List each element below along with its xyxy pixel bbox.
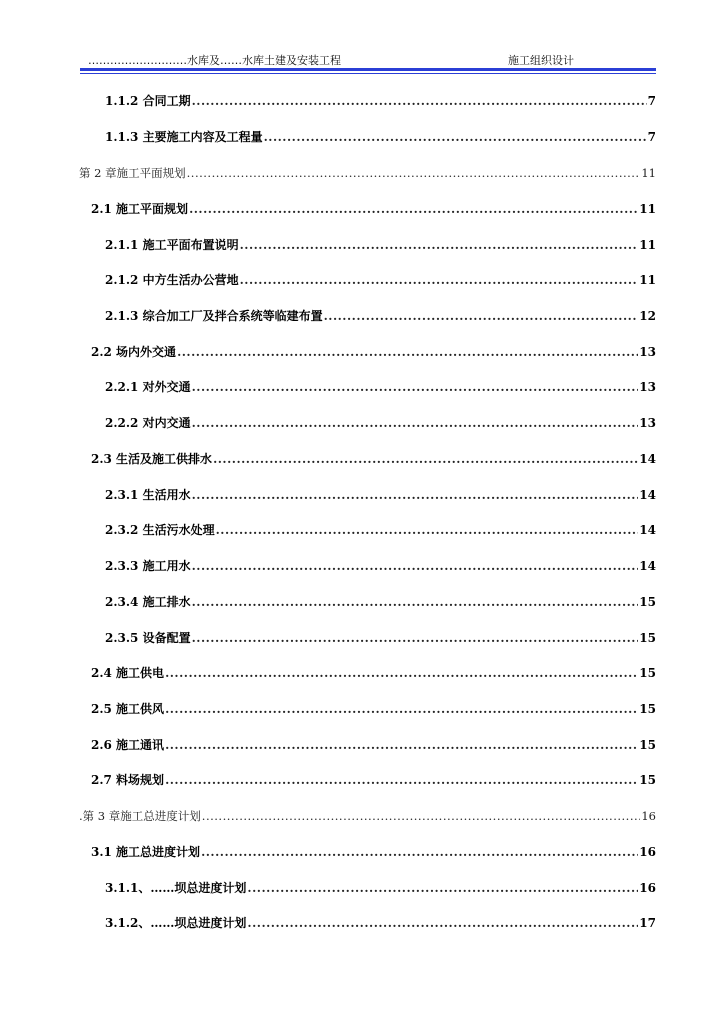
toc-entry-title: 2.1 施工平面规划 bbox=[91, 202, 189, 216]
toc-entry[interactable] bbox=[105, 557, 656, 575]
toc-entry[interactable] bbox=[105, 128, 656, 146]
toc-entry-title: 2.3.5 设备配置 bbox=[105, 631, 191, 645]
toc-entry-page-number: 15 bbox=[639, 666, 656, 680]
toc-entry-page-number: 11 bbox=[639, 273, 656, 287]
toc-entry-title: 2.1.2 中方生活办公营地 bbox=[105, 273, 239, 287]
toc-entry[interactable] bbox=[91, 200, 656, 218]
toc-entry-page-number: 13 bbox=[639, 345, 656, 359]
toc-entry-page-number: 11 bbox=[639, 238, 656, 252]
toc-entry-page-number: 7 bbox=[647, 94, 656, 108]
toc-entry-title: 2.4 施工供电 bbox=[91, 666, 165, 680]
toc-entry-title: 2.3.3 施工用水 bbox=[105, 559, 191, 573]
toc-dot-leader bbox=[240, 236, 639, 254]
toc-dot-leader bbox=[240, 271, 639, 289]
toc-entry-page-number: 13 bbox=[639, 416, 656, 430]
header-document-title: 施工组织设计 bbox=[508, 54, 574, 67]
toc-entry-title: 2.3 生活及施工供排水 bbox=[91, 452, 213, 466]
toc-entry[interactable] bbox=[91, 843, 656, 861]
toc-entry-page-number: 15 bbox=[639, 738, 656, 752]
toc-entry-title: 1.1.2 合同工期 bbox=[105, 94, 191, 108]
toc-entry[interactable] bbox=[105, 879, 656, 897]
toc-entry-title: 2.7 料场规划 bbox=[91, 773, 165, 787]
toc-entry[interactable] bbox=[79, 807, 656, 825]
toc-entry[interactable] bbox=[91, 736, 656, 754]
toc-entry[interactable] bbox=[105, 378, 656, 396]
toc-dot-leader bbox=[165, 771, 638, 789]
toc-entry[interactable] bbox=[91, 343, 656, 361]
toc-entry-title: 第 2 章施工平面规划 bbox=[79, 166, 186, 180]
toc-entry-title: 2.3.4 施工排水 bbox=[105, 595, 191, 609]
toc-dot-leader bbox=[213, 450, 638, 468]
toc-entry-title: 2.3.1 生活用水 bbox=[105, 488, 191, 502]
toc-entry-page-number: 14 bbox=[639, 523, 656, 537]
toc-entry-title: 3.1.2、……坝总进度计划 bbox=[105, 916, 247, 930]
toc-entry[interactable] bbox=[91, 771, 656, 789]
toc-entry[interactable] bbox=[105, 271, 656, 289]
toc-dot-leader bbox=[192, 378, 639, 396]
toc-dot-leader bbox=[192, 486, 639, 504]
toc-entry-page-number: 17 bbox=[639, 916, 656, 930]
toc-entry[interactable] bbox=[105, 486, 656, 504]
toc-entry-page-number: 15 bbox=[639, 595, 656, 609]
toc-entry-title: .第 3 章施工总进度计划 bbox=[79, 809, 201, 823]
toc-entry-title: 3.1 施工总进度计划 bbox=[91, 845, 201, 859]
toc-entry[interactable] bbox=[105, 236, 656, 254]
toc-entry-page-number: 11 bbox=[641, 166, 656, 180]
toc-dot-leader bbox=[264, 128, 647, 146]
toc-dot-leader bbox=[189, 200, 638, 218]
toc-entry-title: 1.1.3 主要施工内容及工程量 bbox=[105, 130, 263, 144]
toc-entry[interactable] bbox=[105, 92, 656, 110]
toc-entry[interactable] bbox=[105, 414, 656, 432]
toc-entry-title: 2.1.3 综合加工厂及拌合系统等临建布置 bbox=[105, 309, 323, 323]
toc-dot-leader bbox=[192, 629, 639, 647]
toc-entry-page-number: 15 bbox=[639, 702, 656, 716]
toc-entry[interactable] bbox=[105, 914, 656, 932]
toc-dot-leader bbox=[216, 521, 639, 539]
toc-entry-page-number: 14 bbox=[639, 488, 656, 502]
toc-entry-page-number: 16 bbox=[639, 881, 656, 895]
header-rule-thin bbox=[80, 73, 656, 74]
toc-dot-leader bbox=[201, 843, 638, 861]
header-rule-thick bbox=[80, 68, 656, 71]
toc-entry-page-number: 11 bbox=[639, 202, 656, 216]
toc-entry-page-number: 14 bbox=[639, 559, 656, 573]
toc-entry-title: 2.2.2 对内交通 bbox=[105, 416, 191, 430]
toc-entry[interactable] bbox=[105, 307, 656, 325]
toc-entry-title: 2.2 场内外交通 bbox=[91, 345, 177, 359]
toc-entry-title: 3.1.1、……坝总进度计划 bbox=[105, 881, 247, 895]
toc-entry-page-number: 15 bbox=[639, 773, 656, 787]
toc-entry[interactable] bbox=[91, 700, 656, 718]
toc-dot-leader bbox=[165, 700, 638, 718]
toc-entry-page-number: 16 bbox=[639, 845, 656, 859]
toc-entry-title: 2.3.2 生活污水处理 bbox=[105, 523, 215, 537]
toc-dot-leader bbox=[324, 307, 639, 325]
toc-dot-leader bbox=[247, 879, 638, 897]
toc-dot-leader bbox=[202, 807, 641, 825]
toc-entry-page-number: 13 bbox=[639, 380, 656, 394]
toc-entry[interactable] bbox=[91, 664, 656, 682]
toc-dot-leader bbox=[192, 92, 647, 110]
toc-dot-leader bbox=[165, 736, 638, 754]
page-header bbox=[80, 50, 656, 70]
toc-entry-page-number: 16 bbox=[641, 809, 656, 823]
toc-dot-leader bbox=[177, 343, 638, 361]
toc-entry[interactable] bbox=[105, 593, 656, 611]
toc-dot-leader bbox=[192, 593, 639, 611]
toc-entry[interactable] bbox=[91, 450, 656, 468]
toc-dot-leader bbox=[192, 414, 639, 432]
toc-entry-title: 2.1.1 施工平面布置说明 bbox=[105, 238, 239, 252]
toc-dot-leader bbox=[165, 664, 638, 682]
toc-entry-title: 2.2.1 对外交通 bbox=[105, 380, 191, 394]
toc-dot-leader bbox=[192, 557, 639, 575]
header-project-title: ………………………水库及……水库土建及安装工程 bbox=[88, 54, 341, 67]
toc-dot-leader bbox=[187, 164, 641, 182]
toc-entry-page-number: 15 bbox=[639, 631, 656, 645]
toc-entry-page-number: 12 bbox=[639, 309, 656, 323]
toc-entry-title: 2.5 施工供风 bbox=[91, 702, 165, 716]
toc-entry-title: 2.6 施工通讯 bbox=[91, 738, 165, 752]
toc-entry-page-number: 14 bbox=[639, 452, 656, 466]
toc-dot-leader bbox=[247, 914, 638, 932]
toc-entry[interactable] bbox=[79, 164, 656, 182]
toc-entry[interactable] bbox=[105, 521, 656, 539]
toc-entry-page-number: 7 bbox=[647, 130, 656, 144]
toc-entry[interactable] bbox=[105, 629, 656, 647]
